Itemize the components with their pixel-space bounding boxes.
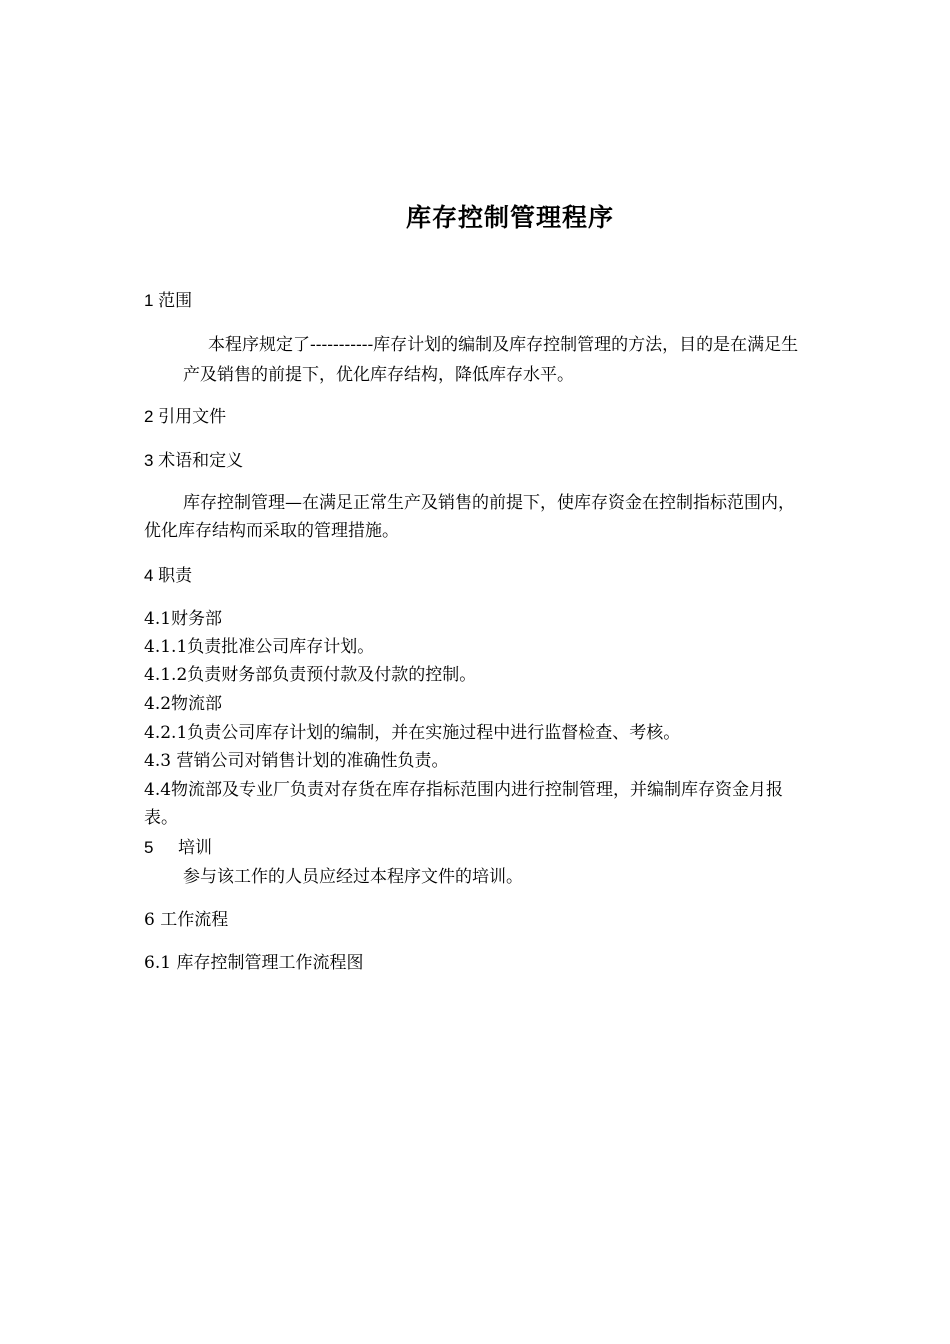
- section-3-paragraph-line-1: 库存控制管理—在满足正常生产及销售的前提下，使库存资金在控制指标范围内，: [183, 493, 795, 513]
- section-3-paragraph-line-2: 优化库存结构而采取的管理措施。: [144, 521, 399, 541]
- section-4-heading: 4 职责: [144, 566, 193, 585]
- section-5-heading: 培训: [178, 838, 212, 858]
- section-4-2-1: 4.2.1负责公司库存计划的编制，并在实施过程中进行监督检查、考核。: [144, 723, 681, 743]
- section-4-2: 4.2物流部: [144, 694, 223, 714]
- section-5-paragraph: 参与该工作的人员应经过本程序文件的培训。: [183, 867, 523, 887]
- section-5-number: 5: [144, 838, 154, 857]
- section-4-1: 4.1财务部: [144, 609, 223, 629]
- section-1-paragraph-line-1: 本程序规定了-----------库存计划的编制及库存控制管理的方法，目的是在满足生: [208, 335, 799, 355]
- section-4-1-1: 4.1.1负责批准公司库存计划。: [144, 637, 375, 657]
- section-1-heading: 1 范围: [144, 291, 193, 310]
- section-2-heading: 2 引用文件: [144, 407, 227, 426]
- section-4-3: 4.3 营销公司对销售计划的准确性负责。: [144, 751, 449, 771]
- section-4-4-line-1: 4.4物流部及专业厂负责对存货在库存指标范围内进行控制管理，并编制库存资金月报: [144, 780, 784, 800]
- section-1-paragraph-line-2: 产及销售的前提下，优化库存结构，降低库存水平。: [183, 365, 574, 385]
- section-6-heading: 6 工作流程: [144, 910, 229, 930]
- section-6-1: 6.1 库存控制管理工作流程图: [144, 953, 364, 973]
- section-4-4-line-2: 表。: [144, 808, 178, 828]
- section-3-heading: 3 术语和定义: [144, 451, 244, 470]
- section-4-1-2: 4.1.2负责财务部负责预付款及付款的控制。: [144, 665, 477, 685]
- document-title: 库存控制管理程序: [405, 203, 614, 232]
